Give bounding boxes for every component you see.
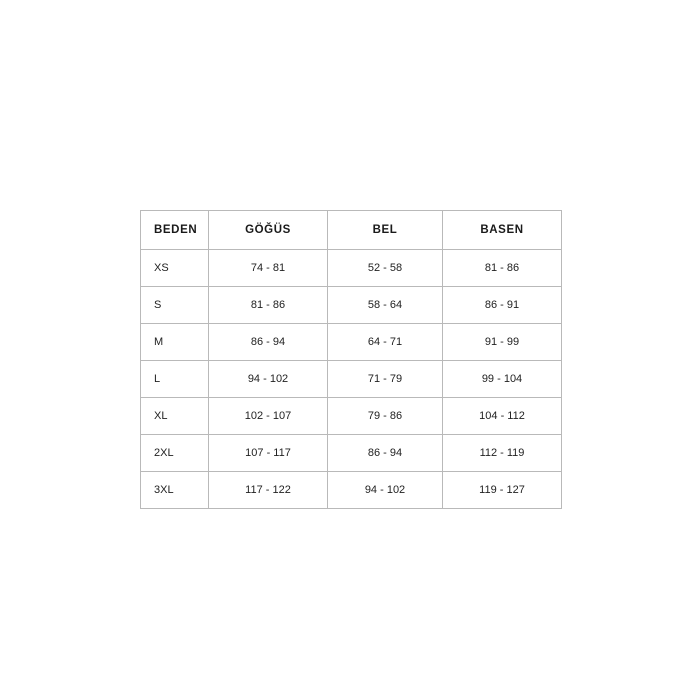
column-header-gogus: GÖĞÜS [209, 211, 328, 250]
cell-basen: 112 - 119 [443, 435, 562, 472]
cell-beden: S [141, 287, 209, 324]
cell-beden: L [141, 361, 209, 398]
table-row [141, 398, 562, 435]
cell-beden: XL [141, 398, 209, 435]
table-row [141, 435, 562, 472]
table-body [141, 250, 562, 509]
size-chart [140, 210, 561, 509]
cell-gogus: 102 - 107 [209, 398, 328, 435]
cell-gogus: 81 - 86 [209, 287, 328, 324]
size-chart-table [140, 210, 562, 509]
cell-basen: 91 - 99 [443, 324, 562, 361]
cell-beden: 3XL [141, 472, 209, 509]
cell-bel: 58 - 64 [328, 287, 443, 324]
cell-gogus: 86 - 94 [209, 324, 328, 361]
cell-basen: 119 - 127 [443, 472, 562, 509]
cell-basen: 86 - 91 [443, 287, 562, 324]
table-header [141, 211, 562, 250]
cell-basen: 81 - 86 [443, 250, 562, 287]
table-row [141, 287, 562, 324]
cell-beden: 2XL [141, 435, 209, 472]
table-row [141, 324, 562, 361]
cell-gogus: 74 - 81 [209, 250, 328, 287]
column-header-beden: BEDEN [141, 211, 209, 250]
table-row [141, 250, 562, 287]
cell-bel: 52 - 58 [328, 250, 443, 287]
column-header-basen: BASEN [443, 211, 562, 250]
table-row [141, 361, 562, 398]
column-header-bel: BEL [328, 211, 443, 250]
cell-basen: 99 - 104 [443, 361, 562, 398]
cell-bel: 64 - 71 [328, 324, 443, 361]
cell-gogus: 107 - 117 [209, 435, 328, 472]
cell-bel: 71 - 79 [328, 361, 443, 398]
cell-bel: 79 - 86 [328, 398, 443, 435]
cell-basen: 104 - 112 [443, 398, 562, 435]
cell-beden: M [141, 324, 209, 361]
table-header-row [141, 211, 562, 250]
cell-bel: 94 - 102 [328, 472, 443, 509]
cell-bel: 86 - 94 [328, 435, 443, 472]
cell-gogus: 94 - 102 [209, 361, 328, 398]
cell-beden: XS [141, 250, 209, 287]
cell-gogus: 117 - 122 [209, 472, 328, 509]
table-row [141, 472, 562, 509]
